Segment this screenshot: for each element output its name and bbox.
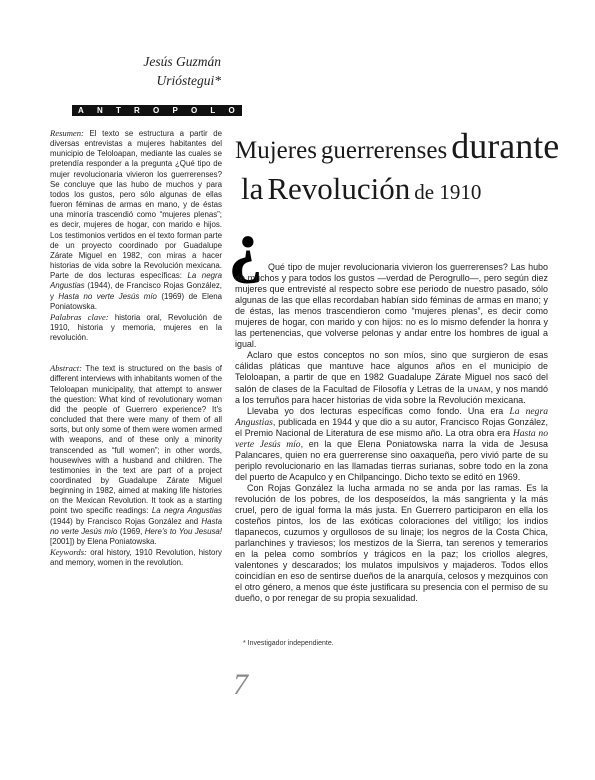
abstract-book-3: Here’s to You Jesusa!: [144, 526, 222, 536]
resumen-end: (1969) de Elena Poniatowska.: [50, 291, 223, 311]
title-line-1: [235, 126, 560, 170]
body-p3-book-2: Hasta no verte Jesús mío: [235, 427, 549, 450]
abstract-text: The text is structured on the basis of different interviews with inhabitants women of the Teloloapan municipality, that attempt to answer the question: What kind of revolutionary woman did the people of Guerrero experience? It’s concluded that there were many of them of all sorts, but only some of them were women armed with weapons, and of these only a minority transcended as “full women”; in other words, housewives with a husband and children. The testimonies in the text are part of a project coordinated by Guadalupe Zárate Miguel beginning in 1982, aimed at making life histories on the Mexican Revolution. It took as a starting point two specific readings:: [50, 364, 222, 516]
title-word-revolucion: Revolución: [267, 171, 411, 206]
title-word-la: la: [241, 171, 264, 206]
title-word-mujeres: Mujeres: [235, 137, 317, 164]
title-word-de-1910: de 1910: [414, 180, 482, 204]
abstract-column: [50, 128, 222, 568]
body-p2-a: Aclaro que estos conceptos no son míos, sino que surgieron de esas cálidas pláticas que mantuve hace algunos años en el municipio de Teloloapan, a partir de que en 1982 Guadalupe Zárate Miguel nos sacó del salón de clases de la Facultad de Filosofía y Letras de la: [235, 350, 548, 394]
resumen-text: El texto se estructura a partir de diversas entrevistas a mujeres habitantes del municipio de Teloloapan, mediante las cuales se pretendía responder a la pregunta ¿Qué tipo de mujer revolucionaria vivieron los guerrerenses? Se concluye que las hubo de muchos y para todos los gustos, pero sólo algunas de ellas fueron féminas de armas en mano, y de éstas una minoría trascendió como “mujeres plenas”; es decir, mujeres de hogar, con marido e hijos. Los testimonios vertidos en el texto forman parte de un proyecto coordinado por Guadalupe Zárate Miguel en 1982, con miras a hacer historias de vida sobre la Revolución mexicana. Parte de dos lecturas específicas:: [50, 129, 222, 281]
body-p3-a: Llevaba yo dos lecturas específicas como fondo. Una era: [247, 405, 510, 416]
author-line-1: Jesús Guzmán: [143, 54, 221, 69]
resumen-mid: (1944), de Francisco Rojas González, y: [50, 281, 222, 301]
author-line-2: Urióstegui*: [156, 73, 221, 88]
body-p2-b: , y nos mandó a los terruños para hacer historias de vida sobre la Revolución mexicana.: [235, 383, 548, 405]
abstract-paragraph: [50, 363, 222, 547]
title-line-2: [241, 170, 535, 214]
abstract-label: Abstract:: [50, 363, 82, 374]
body-paragraph-3: [235, 406, 548, 483]
resumen-book-2: Hasta no verte Jesús mío: [58, 291, 157, 301]
palabras-clave-paragraph: [50, 312, 222, 343]
body-p2-unam: UNAM: [467, 384, 491, 394]
body-p3-book-1: La negra Angustias: [235, 405, 548, 428]
abstract-mid: (1944) by Francisco Rojas González and: [50, 516, 202, 526]
body-p3-d: , en la que Elena Poniatowska narra la vida de Jesusa Palancares, quien no era guerrerense sino oaxaqueña, pero vivió parte de su periplo revolucionario en las llamadas tierras surianas, sobre todo en la zona del puerto de Acapulco y en Chilpancingo. Dicho texto se editó en 1969.: [235, 438, 548, 482]
palabras-clave-text: historia oral, Revolución de 1910, historia y memoria, mujeres en la revolución.: [50, 312, 223, 343]
page-number: 7: [233, 668, 248, 701]
footnote: * Investigador independiente.: [243, 640, 334, 647]
section-banner: ANTROPOLOGIA: [72, 105, 242, 116]
body-paragraph-1: Qué tipo de mujer revolucionaria vivieron los guerrerenses? Las hubo de muchos y para todos los gustos —verdad de Perogrullo—, pero según diez mujeres que entrevisté al respecto sobre ese periodo de nuestro pasado, sólo algunas de las que ellas recordaban habían sido féminas de armas en mano; y de éstas, las menos trascendieron como “mujeres plenas”, es decir como mujeres de hogar, con marido y con hijos: no es lo mismo defender la honra y las pertenencias, que volverse pelonas y andar entre los hombres de igual a igual.: [235, 262, 548, 350]
title-word-durante: durante: [451, 126, 560, 166]
body-paragraph-4: Con Rojas González la lucha armada no se anda por las ramas. Es la revolución de los pobres, de los desposeídos, la más sangrienta y la más cruel, pero de igual forma la más justa. En Guerrero participaron en ella los costeños pintos, los de las exóticas coloraciones del vitíligo; los indios tlapanecos, cuzumos y orgullosos de su linaje; los negros de la Costa Chica, parlanchines y traviesos; los mestizos de la Sierra, tan serenos y temerarios en la pelea como sombríos y trágicos en la paz; los criollos alegres, valentones y descarados; los mulatos impulsivos y majaderos. Todos ellos coincidían en eso de sentirse dueños de la anarquía, celosos y mezquinos con el otro género, a menos que éste justificara su presencia con el permiso de su dueño, o por renegar de su propia sexualidad.: [235, 482, 548, 604]
resumen-label: Resumen:: [50, 128, 84, 138]
title-word-guerrerenses: guerrerenses: [320, 137, 448, 164]
resumen-paragraph: [50, 128, 222, 312]
author-name: [118, 52, 221, 90]
drop-cap: ¿: [228, 208, 263, 285]
body-paragraph-2: [235, 350, 548, 405]
article-title: [235, 126, 560, 214]
keywords-paragraph: [50, 547, 222, 568]
abstract-book-2: Hasta no verte Jesús mío: [50, 516, 222, 536]
resumen-book-1: La negra Angustias: [50, 271, 222, 291]
body-p3-c: , publicada en 1944 y que dio a su autor, Francisco Rojas González, el Premio Nacional de Literatura de ese mismo año. La otra obra era: [235, 416, 548, 438]
abstract-end: [2001]) by Elena Poniatowska.: [50, 536, 157, 546]
keywords-label: Keywords:: [50, 547, 87, 558]
palabras-clave-label: Palabras clave:: [50, 311, 109, 322]
abstract-book-1: La negra Angustias: [151, 506, 222, 516]
keywords-text: oral history, 1910 Revolution, history and memory, women in the revolution.: [50, 548, 222, 568]
article-body: [235, 262, 548, 604]
abstract-mid-2: (1969,: [117, 526, 145, 536]
